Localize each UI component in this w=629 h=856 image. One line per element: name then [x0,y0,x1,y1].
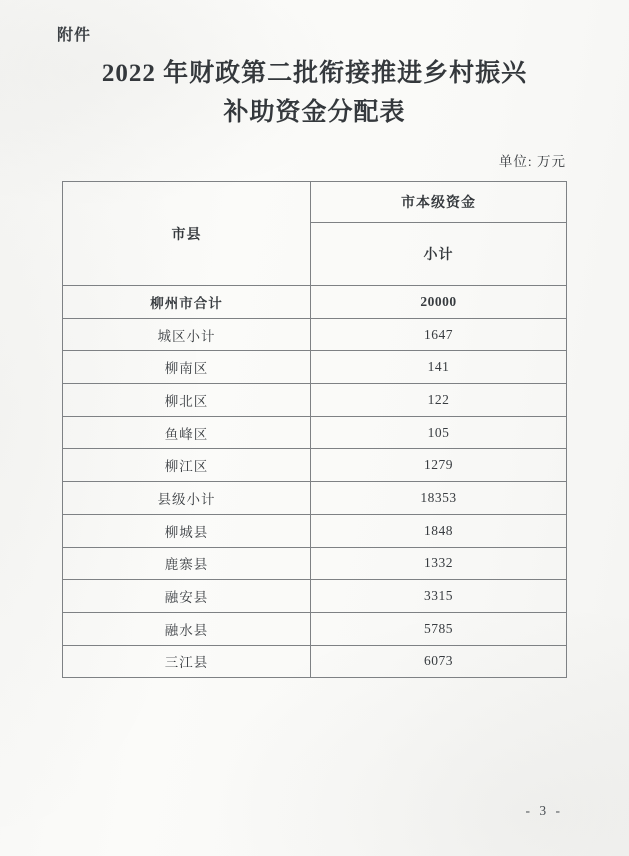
table-row [63,384,567,417]
header-amount-subtotal: 小计 [311,223,567,286]
header-amount-group: 市本级资金 [311,182,567,223]
region-amount-cell: 3315 [311,580,567,613]
region-amount-cell: 1848 [311,514,567,547]
unit-label: 单位: 万元 [498,154,566,169]
table-row [63,645,567,678]
attachment-label: 附件 [57,27,92,44]
table-row [63,514,567,547]
region-amount-cell: 1647 [311,318,567,351]
header-region-column: 市县 [63,182,311,286]
table-header [63,182,567,286]
region-name-cell: 鹿寨县 [63,547,311,580]
table-row [63,351,567,384]
region-amount-cell: 18353 [311,482,567,515]
region-name-cell: 融水县 [63,612,311,645]
region-name-cell: 城区小计 [63,318,311,351]
fund-allocation-table [62,181,567,678]
region-amount-cell: 6073 [311,645,567,678]
region-name-cell: 柳北区 [63,384,311,417]
document-title-line-2: 补助资金分配表 [223,99,406,126]
region-name-cell: 融安县 [63,580,311,613]
region-amount-cell: 122 [311,384,567,417]
region-amount-cell: 1279 [311,449,567,482]
table-body [63,286,567,678]
table-row [63,580,567,613]
page-number: - 3 - [525,803,563,818]
region-name-cell: 鱼峰区 [63,416,311,449]
region-name-cell: 柳江区 [63,449,311,482]
table-row [63,482,567,515]
region-amount-cell: 141 [311,351,567,384]
table-row [63,449,567,482]
region-amount-cell: 1332 [311,547,567,580]
region-amount-cell: 5785 [311,612,567,645]
region-amount-cell: 20000 [311,286,567,319]
table-row [63,416,567,449]
document-title [0,54,629,132]
region-name-cell: 柳城县 [63,514,311,547]
table-row [63,612,567,645]
region-name-cell: 柳州市合计 [63,286,311,319]
region-name-cell: 县级小计 [63,482,311,515]
table-row [63,547,567,580]
region-name-cell: 柳南区 [63,351,311,384]
table-row [63,318,567,351]
table-row [63,286,567,319]
region-amount-cell: 105 [311,416,567,449]
region-name-cell: 三江县 [63,645,311,678]
document-title-line-1: 2022 年财政第二批衔接推进乡村振兴 [101,60,528,87]
